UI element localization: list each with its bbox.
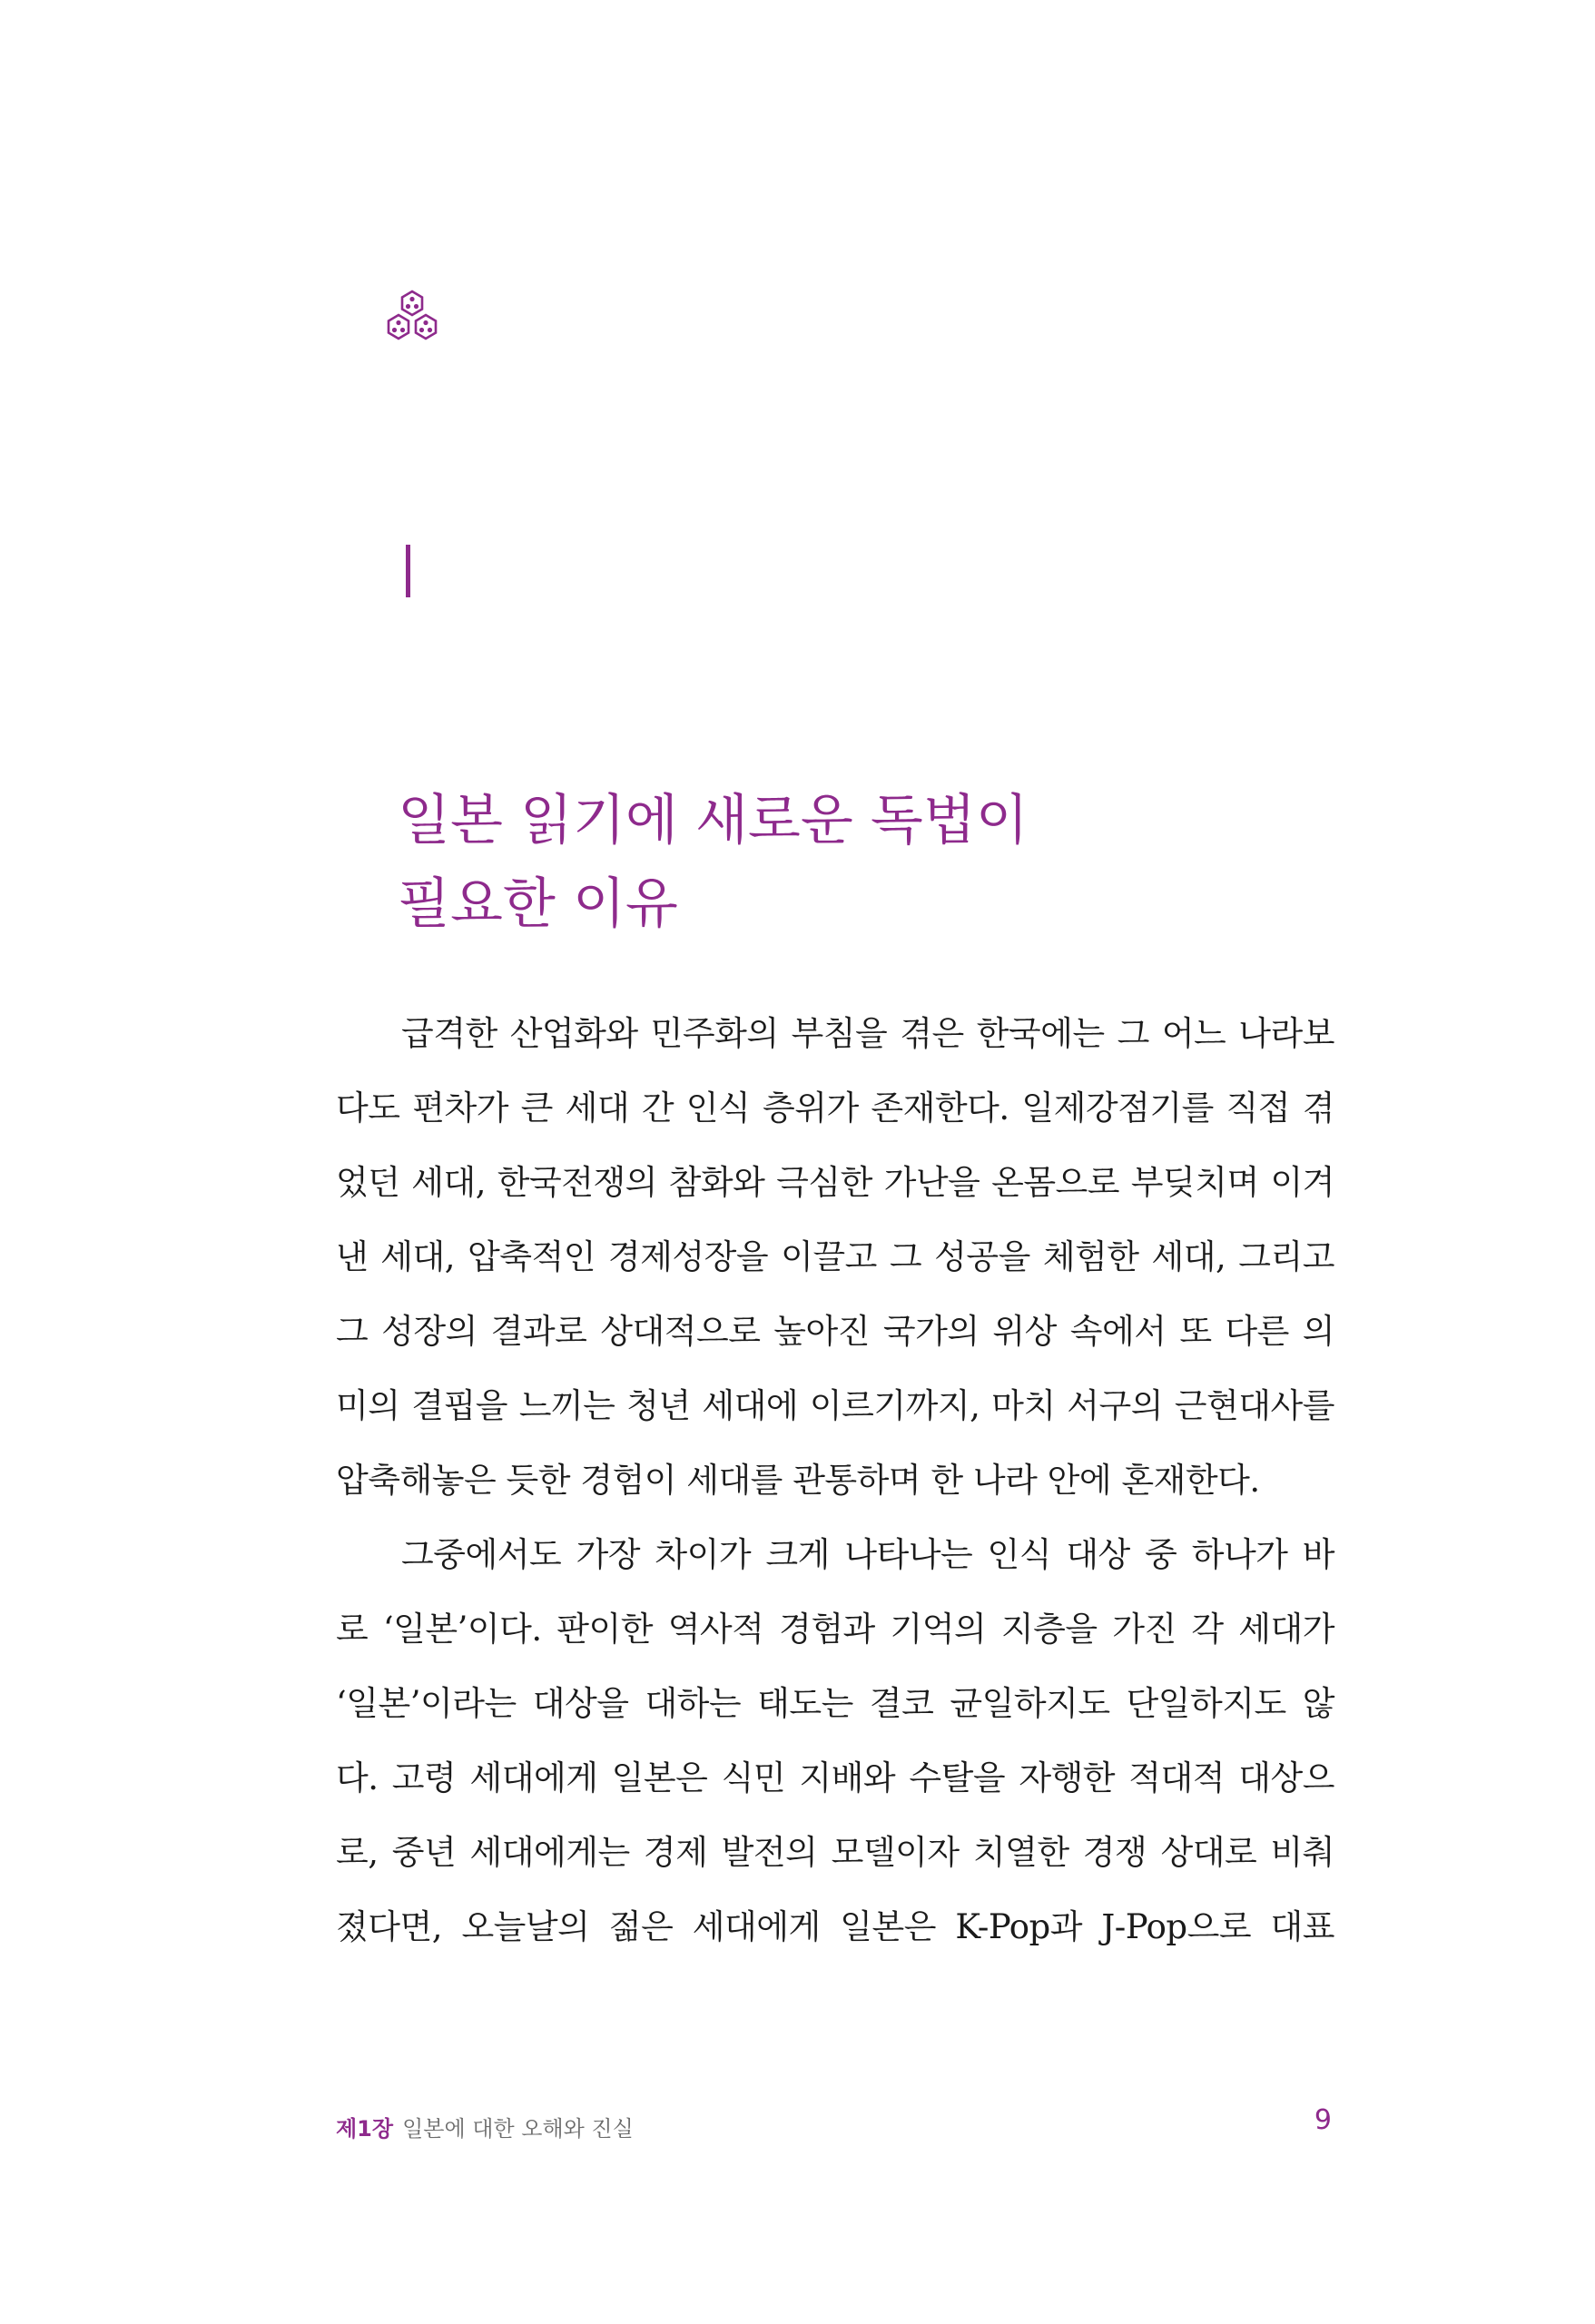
section-divider-bar: [406, 545, 410, 597]
body-line: 었던 세대, 한국전쟁의 참화와 극심한 가난을 온몸으로 부딪치며 이겨: [336, 1163, 1334, 1202]
section-title-line: 필요한 이유: [398, 872, 678, 936]
body-line: 그중에서도 가장 차이가 크게 나타나는 인식 대상 중 하나가 바: [401, 1535, 1334, 1574]
footer-chapter-title: 일본에 대한 오해와 진실: [402, 2116, 634, 2142]
body-line: ‘일본’이라는 대상을 대하는 태도는 결코 균일하지도 단일하지도 않: [336, 1684, 1334, 1723]
section-title-line: 일본 읽기에 새로운 독법이: [398, 789, 1029, 852]
body-line: 다. 고령 세대에게 일본은 식민 지배와 수탈을 자행한 적대적 대상으: [336, 1758, 1334, 1797]
three-hexagons-dots-icon: [381, 289, 443, 345]
body-line: 급격한 산업화와 민주화의 부침을 겪은 한국에는 그 어느 나라보: [401, 1014, 1334, 1053]
footer-chapter-number: 제1장: [336, 2116, 394, 2142]
body-line: 낸 세대, 압축적인 경제성장을 이끌고 그 성공을 체험한 세대, 그리고: [336, 1237, 1334, 1276]
body-line: 압축해놓은 듯한 경험이 세대를 관통하며 한 나라 안에 혼재한다.: [336, 1461, 1260, 1500]
body-line: 로 ‘일본’이다. 판이한 역사적 경험과 기억의 지층을 가진 각 세대가: [336, 1610, 1334, 1649]
body-line: 로, 중년 세대에게는 경제 발전의 모델이자 치열한 경쟁 상대로 비춰: [336, 1833, 1334, 1872]
body-line: 다도 편차가 큰 세대 간 인식 층위가 존재한다. 일제강점기를 직접 겪: [336, 1088, 1334, 1128]
running-footer: [336, 2111, 634, 2142]
body-line: 미의 결핍을 느끼는 청년 세대에 이르기까지, 마치 서구의 근현대사를: [336, 1386, 1334, 1425]
section-title: [398, 779, 1396, 946]
page-number: 9: [1314, 2104, 1332, 2136]
body-line: 그 성장의 결과로 상대적으로 높아진 국가의 위상 속에서 또 다른 의: [336, 1312, 1334, 1351]
body-line: 졌다면, 오늘날의 젊은 세대에게 일본은 K-Pop과 J-Pop으로 대표: [336, 1907, 1334, 1946]
body-paragraphs: [336, 997, 1334, 1965]
